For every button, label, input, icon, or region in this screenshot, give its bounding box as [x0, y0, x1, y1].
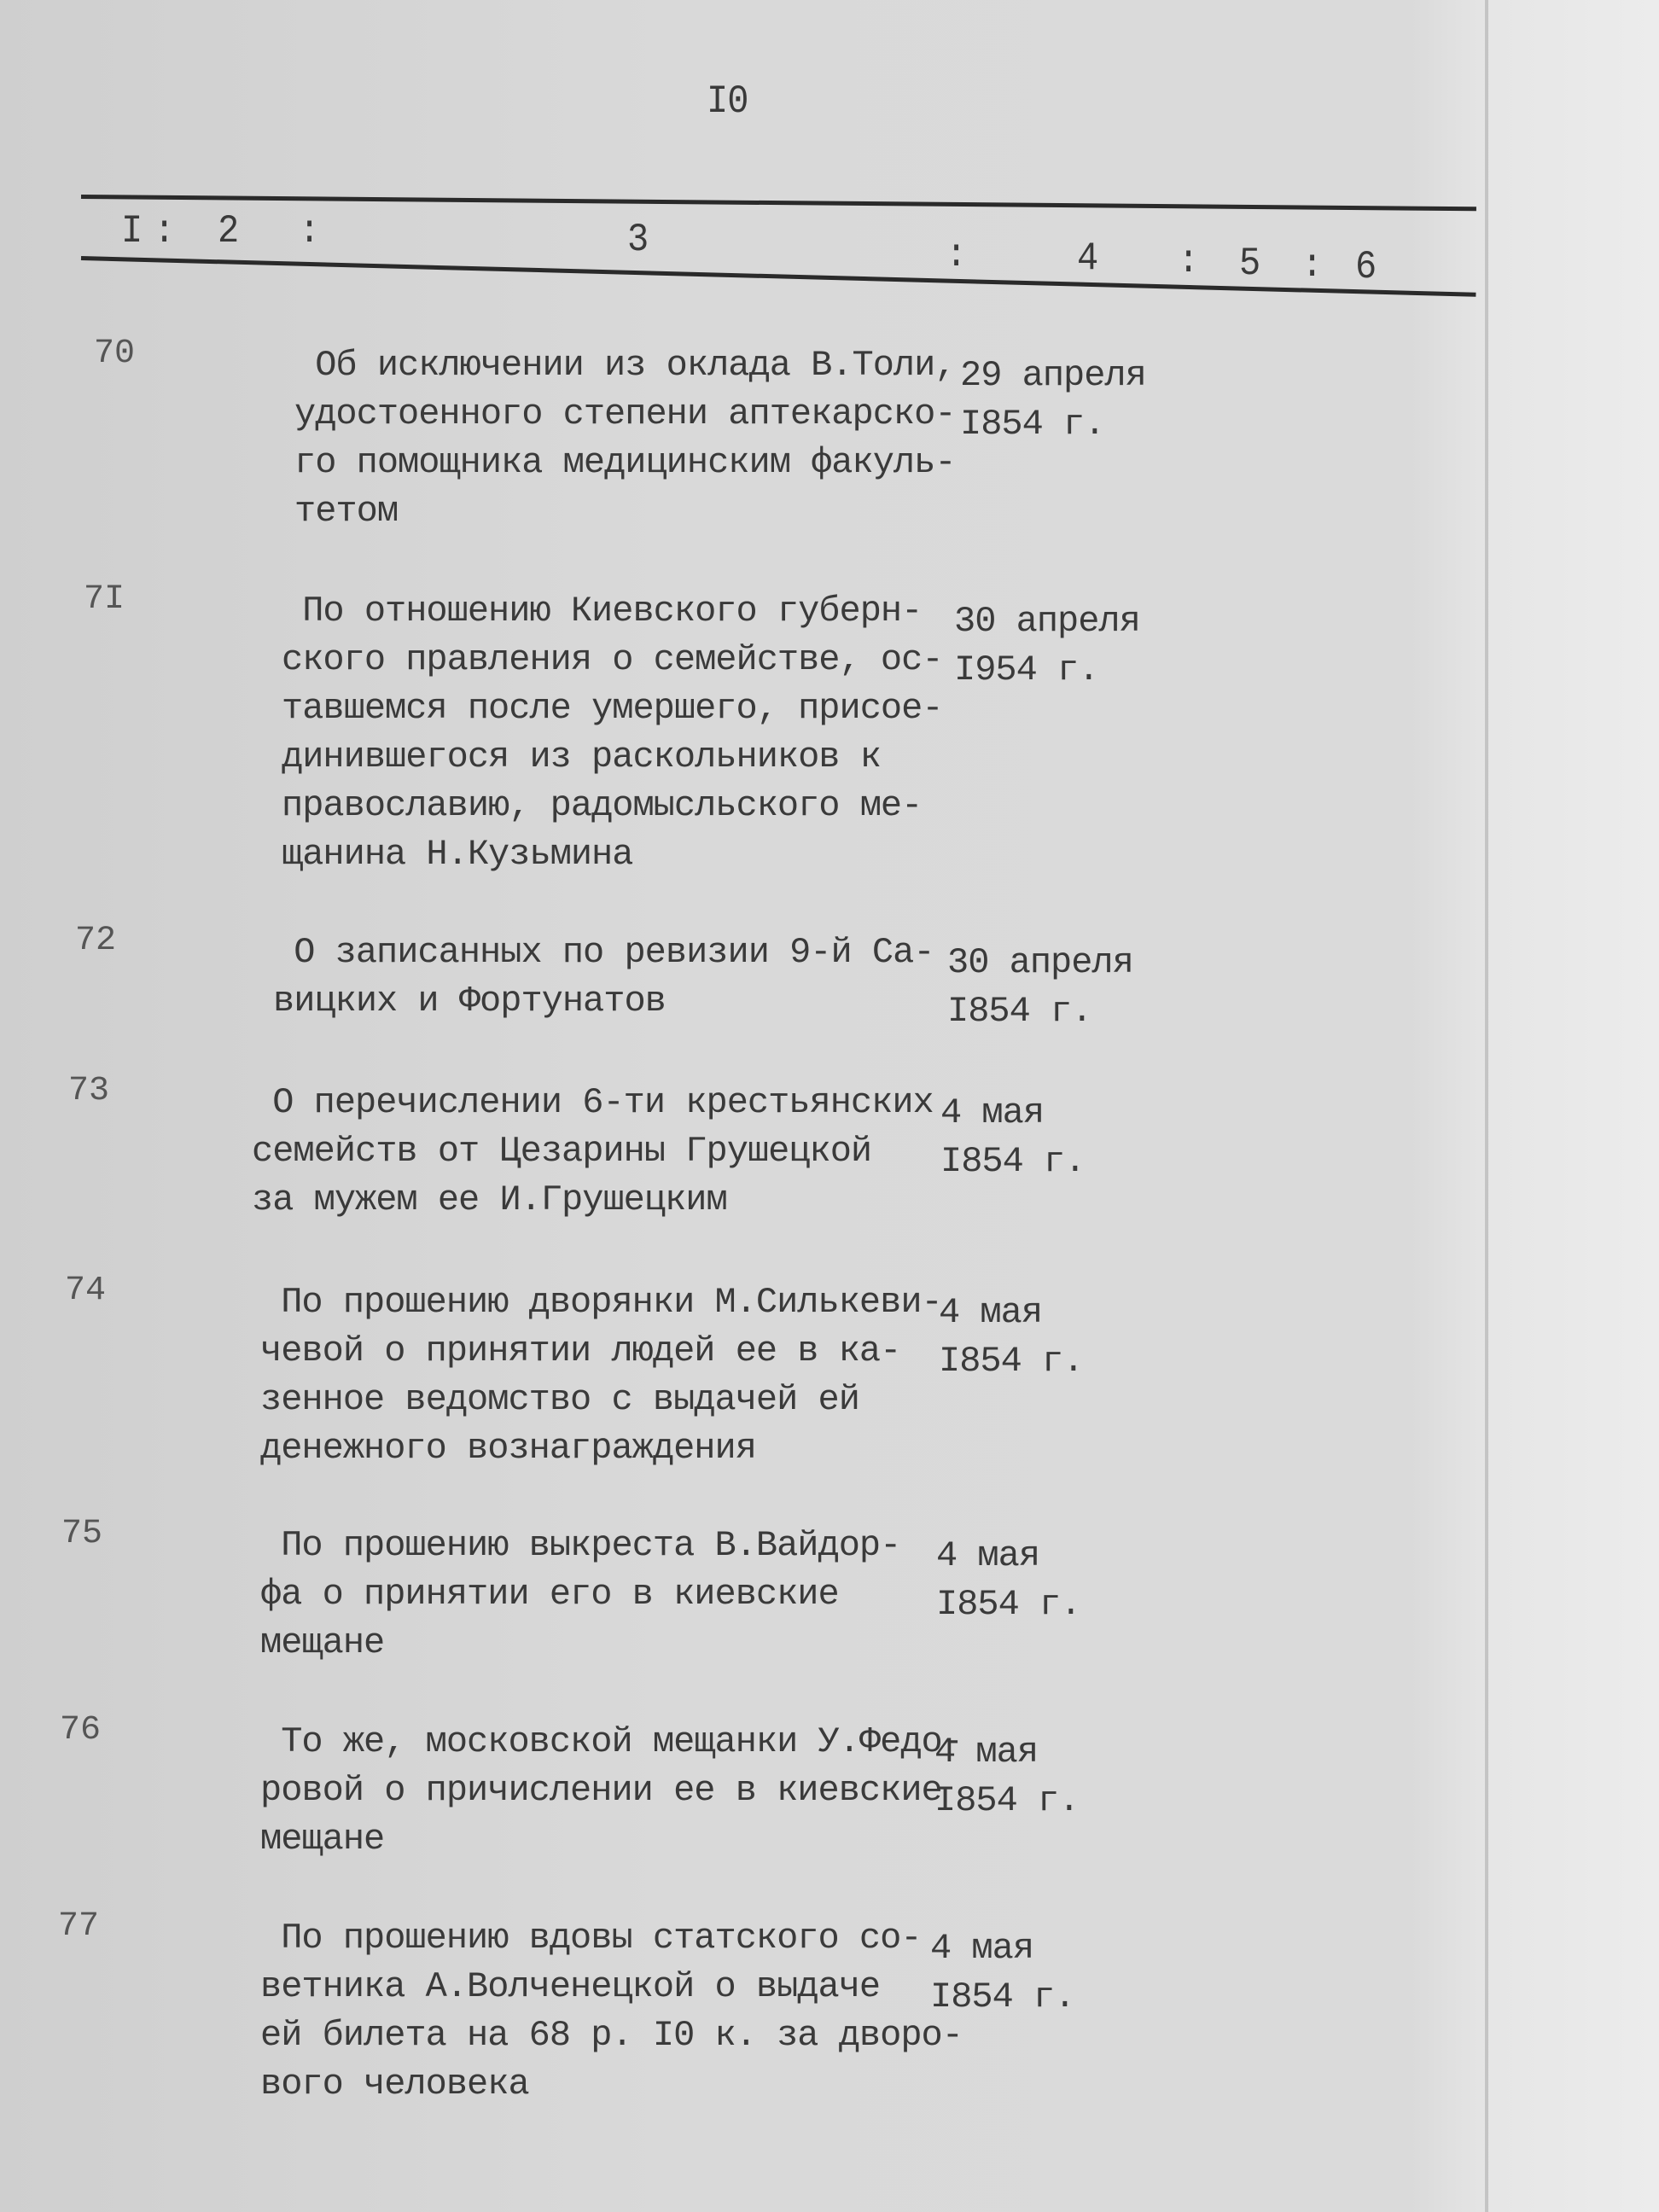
entry-description [260, 1914, 963, 2109]
description-line: ровой о причислении ее в киевские [260, 1770, 942, 1811]
description-line: тетом [294, 491, 399, 532]
entry-date [936, 1532, 1080, 1629]
entry-date [954, 597, 1140, 695]
date-line: I854 г. [934, 1780, 1080, 1821]
entry-date [947, 939, 1133, 1036]
description-line: зенное ведомство с выдачей ей [260, 1379, 859, 1420]
column-header-2: 2 [218, 208, 239, 254]
description-line: Об исключении из оклада В.Толи, [294, 345, 956, 386]
entry-description [294, 341, 956, 536]
entry-date [934, 1728, 1079, 1825]
description-line: чевой о принятии людей ее в ка- [260, 1330, 901, 1371]
header-rule-top [81, 195, 1476, 211]
date-line: 4 мая [936, 1535, 1040, 1576]
entry-date [939, 1289, 1083, 1386]
description-line: денежного вознаграждения [260, 1428, 756, 1469]
description-line: фа о принятии его в киевские [260, 1574, 839, 1615]
date-line: 29 апреля [960, 355, 1146, 396]
date-line: I854 г. [940, 1141, 1086, 1182]
entry-number: 76 [60, 1711, 102, 1749]
entry-date [940, 1089, 1085, 1186]
description-line: ветника А.Волченецкой о выдаче [260, 1966, 881, 2007]
entry-date [960, 352, 1146, 449]
date-line: 4 мая [934, 1732, 1039, 1773]
date-line: I854 г. [947, 991, 1092, 1032]
header-rule-bottom [81, 256, 1476, 297]
description-line: щанина Н.Кузьмина [282, 834, 633, 875]
separator: : [946, 232, 967, 278]
entry-description [260, 1522, 900, 1668]
date-line: I854 г. [960, 404, 1105, 445]
description-line: за мужем ее И.Грушецким [252, 1179, 727, 1220]
description-line: ского правления о семействе, ос- [282, 639, 943, 680]
date-line: 30 апреля [947, 942, 1133, 983]
column-header-6: 6 [1355, 244, 1377, 290]
description-line: По прошению вдовы статского со- [260, 1918, 922, 1959]
description-line: О записанных по ревизии 9-й Са- [273, 932, 934, 973]
separator: : [299, 208, 320, 254]
entry-number: 74 [65, 1272, 107, 1310]
entry-description [260, 1718, 963, 1864]
entry-number: 73 [68, 1072, 110, 1110]
separator: : [1178, 238, 1199, 284]
description-line: удостоенного степени аптекарско- [294, 393, 956, 434]
entry-number: 70 [94, 335, 136, 373]
description-line: вицких и Фортунатов [273, 981, 666, 1022]
description-line: го помощника медицинским факуль- [294, 442, 956, 483]
column-header-5: 5 [1239, 241, 1260, 287]
description-line: динившегося из раскольников к [282, 736, 881, 777]
entry-number: 72 [75, 922, 117, 960]
description-line: мещане [260, 1622, 385, 1663]
description-line: О перечислении 6-ти крестьянских [252, 1082, 934, 1123]
description-line: По прошению выкреста В.Вайдор- [260, 1525, 901, 1566]
description-line: ей билета на 68 р. I0 к. за дворо- [260, 2015, 963, 2056]
date-line: 30 апреля [954, 601, 1140, 642]
description-line: По прошению дворянки М.Силькеви- [260, 1282, 942, 1323]
column-header-1: I [121, 208, 143, 254]
column-header-3: 3 [627, 217, 649, 263]
description-line: православию, радомысльского ме- [282, 785, 923, 826]
entry-number: 7I [84, 580, 125, 619]
date-line: I854 г. [936, 1584, 1081, 1625]
date-line: 4 мая [930, 1928, 1034, 1969]
entry-description [260, 1278, 942, 1473]
date-line: I854 г. [930, 1976, 1075, 2017]
description-line: тавшемся после умершего, присое- [282, 688, 943, 729]
entry-number: 77 [58, 1907, 100, 1946]
date-line: 4 мая [940, 1092, 1045, 1133]
entry-number: 75 [61, 1515, 103, 1553]
page-number: I0 [707, 79, 748, 125]
description-line: То же, московской мещанки У.Федо- [260, 1721, 963, 1762]
date-line: 4 мая [939, 1292, 1043, 1333]
description-line: вого человека [260, 2064, 529, 2104]
entry-description [273, 928, 934, 1026]
column-header-4: 4 [1077, 236, 1098, 282]
entry-date [930, 1924, 1074, 2022]
separator: : [1301, 242, 1323, 288]
separator: : [154, 208, 175, 254]
page-edge [1485, 0, 1488, 2212]
description-line: мещане [260, 1819, 385, 1860]
date-line: I854 г. [939, 1341, 1084, 1382]
description-line: По отношению Киевского губерн- [282, 591, 923, 632]
entry-description [282, 587, 943, 879]
description-line: семейств от Цезарины Грушецкой [252, 1131, 872, 1172]
entry-description [252, 1079, 934, 1225]
date-line: I954 г. [954, 649, 1099, 690]
